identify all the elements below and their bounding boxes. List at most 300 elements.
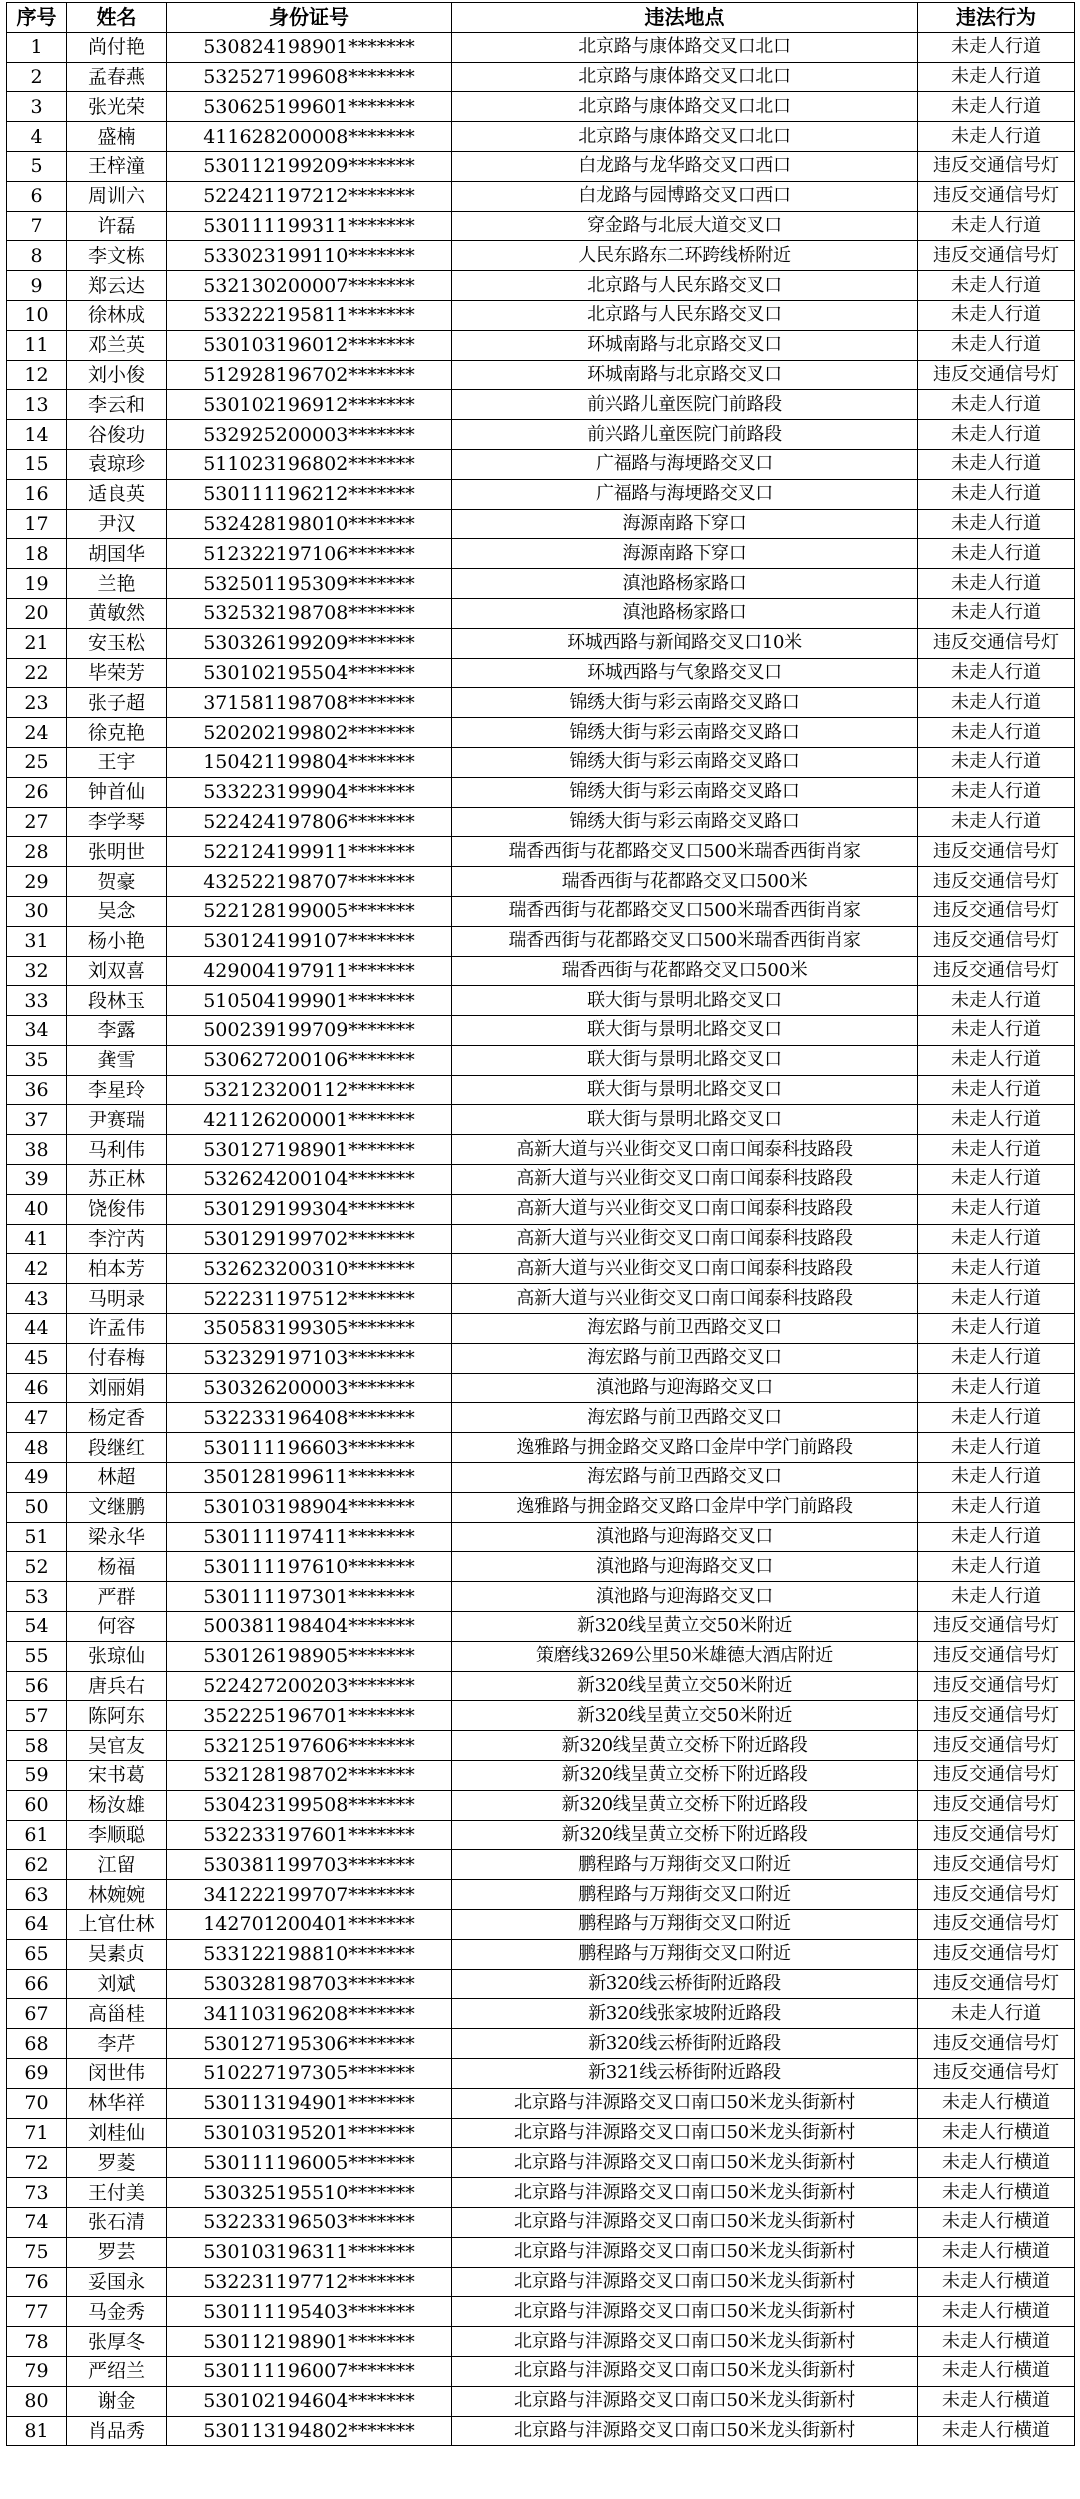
cell-id-number: 350583199305******* bbox=[167, 1314, 452, 1344]
cell-id-number: 142701200401******* bbox=[167, 1910, 452, 1940]
table-row bbox=[7, 2267, 1075, 2297]
table-row bbox=[7, 509, 1075, 539]
cell-location: 鹏程路与万翔街交叉口附近 bbox=[452, 1939, 918, 1969]
cell-name: 张子超 bbox=[67, 688, 167, 718]
header-id-number: 身份证号 bbox=[167, 3, 452, 33]
cell-location: 锦绣大街与彩云南路交叉路口 bbox=[452, 747, 918, 777]
table-row bbox=[7, 1433, 1075, 1463]
cell-name: 闵世伟 bbox=[67, 2058, 167, 2088]
cell-location: 高新大道与兴业街交叉口南口闻泰科技路段 bbox=[452, 1224, 918, 1254]
table-row bbox=[7, 1194, 1075, 1224]
cell-serial-number: 74 bbox=[7, 2207, 67, 2237]
table-row bbox=[7, 1075, 1075, 1105]
cell-location: 北京路与康体路交叉口北口 bbox=[452, 32, 918, 62]
cell-violation: 违反交通信号灯 bbox=[918, 1761, 1075, 1791]
cell-name: 孟春燕 bbox=[67, 62, 167, 92]
cell-location: 高新大道与兴业街交叉口南口闻泰科技路段 bbox=[452, 1284, 918, 1314]
cell-location: 北京路与康体路交叉口北口 bbox=[452, 92, 918, 122]
cell-id-number: 530127198901******* bbox=[167, 1135, 452, 1165]
header-name: 姓名 bbox=[67, 3, 167, 33]
cell-serial-number: 30 bbox=[7, 896, 67, 926]
cell-location: 北京路与沣源路交叉口南口50米龙头街新村 bbox=[452, 2237, 918, 2267]
table-row bbox=[7, 1701, 1075, 1731]
cell-violation: 未走人行道 bbox=[918, 1522, 1075, 1552]
cell-name: 林婉婉 bbox=[67, 1880, 167, 1910]
cell-location: 海宏路与前卫西路交叉口 bbox=[452, 1403, 918, 1433]
cell-name: 陈阿东 bbox=[67, 1701, 167, 1731]
cell-id-number: 530326199209******* bbox=[167, 628, 452, 658]
cell-name: 严绍兰 bbox=[67, 2356, 167, 2386]
cell-id-number: 530129199702******* bbox=[167, 1224, 452, 1254]
cell-serial-number: 10 bbox=[7, 300, 67, 330]
cell-id-number: 530112198901******* bbox=[167, 2327, 452, 2357]
cell-serial-number: 21 bbox=[7, 628, 67, 658]
cell-violation: 违反交通信号灯 bbox=[918, 1880, 1075, 1910]
cell-location: 锦绣大街与彩云南路交叉路口 bbox=[452, 718, 918, 748]
cell-id-number: 341103196208******* bbox=[167, 1999, 452, 2029]
cell-name: 文继鹏 bbox=[67, 1492, 167, 1522]
cell-serial-number: 17 bbox=[7, 509, 67, 539]
table-row bbox=[7, 62, 1075, 92]
cell-violation: 未走人行道 bbox=[918, 300, 1075, 330]
cell-serial-number: 7 bbox=[7, 211, 67, 241]
cell-id-number: 532428198010******* bbox=[167, 509, 452, 539]
cell-name: 黄敏然 bbox=[67, 598, 167, 628]
cell-serial-number: 46 bbox=[7, 1373, 67, 1403]
cell-violation: 未走人行道 bbox=[918, 32, 1075, 62]
table-row bbox=[7, 2207, 1075, 2237]
cell-name: 罗芸 bbox=[67, 2237, 167, 2267]
cell-serial-number: 77 bbox=[7, 2297, 67, 2327]
table-row bbox=[7, 2029, 1075, 2059]
table-row bbox=[7, 390, 1075, 420]
cell-location: 滇池路与迎海路交叉口 bbox=[452, 1373, 918, 1403]
cell-violation: 未走人行道 bbox=[918, 1045, 1075, 1075]
cell-location: 滇池路杨家路口 bbox=[452, 598, 918, 628]
cell-name: 李露 bbox=[67, 1016, 167, 1046]
cell-location: 广福路与海埂路交叉口 bbox=[452, 449, 918, 479]
cell-serial-number: 42 bbox=[7, 1254, 67, 1284]
cell-location: 新320线云桥街附近路段 bbox=[452, 2029, 918, 2059]
cell-violation: 未走人行道 bbox=[918, 747, 1075, 777]
cell-id-number: 530103195201******* bbox=[167, 2118, 452, 2148]
cell-location: 北京路与人民东路交叉口 bbox=[452, 271, 918, 301]
cell-name: 吴念 bbox=[67, 896, 167, 926]
cell-location: 北京路与沣源路交叉口南口50米龙头街新村 bbox=[452, 2207, 918, 2237]
cell-id-number: 510504199901******* bbox=[167, 986, 452, 1016]
cell-location: 新320线呈黄立交桥下附近路段 bbox=[452, 1761, 918, 1791]
cell-serial-number: 26 bbox=[7, 777, 67, 807]
cell-violation: 未走人行道 bbox=[918, 92, 1075, 122]
cell-location: 北京路与沣源路交叉口南口50米龙头街新村 bbox=[452, 2356, 918, 2386]
cell-name: 苏正林 bbox=[67, 1165, 167, 1195]
cell-location: 环城西路与气象路交叉口 bbox=[452, 658, 918, 688]
table-row bbox=[7, 867, 1075, 897]
cell-violation: 未走人行道 bbox=[918, 986, 1075, 1016]
cell-id-number: 532925200003******* bbox=[167, 420, 452, 450]
cell-violation: 违反交通信号灯 bbox=[918, 926, 1075, 956]
cell-location: 滇池路与迎海路交叉口 bbox=[452, 1552, 918, 1582]
cell-name: 马金秀 bbox=[67, 2297, 167, 2327]
cell-serial-number: 51 bbox=[7, 1522, 67, 1552]
cell-name: 张琼仙 bbox=[67, 1641, 167, 1671]
cell-violation: 未走人行道 bbox=[918, 1403, 1075, 1433]
cell-name: 王梓潼 bbox=[67, 151, 167, 181]
cell-violation: 未走人行道 bbox=[918, 1165, 1075, 1195]
cell-location: 前兴路儿童医院门前路段 bbox=[452, 420, 918, 450]
cell-id-number: 530113194901******* bbox=[167, 2088, 452, 2118]
cell-name: 张光荣 bbox=[67, 92, 167, 122]
cell-name: 张石清 bbox=[67, 2207, 167, 2237]
cell-id-number: 530103196311******* bbox=[167, 2237, 452, 2267]
cell-violation: 未走人行道 bbox=[918, 1552, 1075, 1582]
cell-location: 新320线云桥街附近路段 bbox=[452, 1969, 918, 1999]
cell-serial-number: 72 bbox=[7, 2148, 67, 2178]
cell-name: 高甾桂 bbox=[67, 1999, 167, 2029]
cell-location: 瑞香西街与花都路交叉口500米瑞香西街肖家 bbox=[452, 837, 918, 867]
cell-id-number: 532233196503******* bbox=[167, 2207, 452, 2237]
cell-serial-number: 47 bbox=[7, 1403, 67, 1433]
cell-id-number: 532233197601******* bbox=[167, 1820, 452, 1850]
cell-id-number: 530102194604******* bbox=[167, 2386, 452, 2416]
cell-name: 兰艳 bbox=[67, 569, 167, 599]
cell-violation: 违反交通信号灯 bbox=[918, 1612, 1075, 1642]
cell-name: 毕荣芳 bbox=[67, 658, 167, 688]
cell-serial-number: 59 bbox=[7, 1761, 67, 1791]
cell-serial-number: 28 bbox=[7, 837, 67, 867]
cell-name: 龚雪 bbox=[67, 1045, 167, 1075]
cell-violation: 未走人行道 bbox=[918, 62, 1075, 92]
cell-violation: 未走人行道 bbox=[918, 1999, 1075, 2029]
cell-violation: 未走人行道 bbox=[918, 1582, 1075, 1612]
cell-id-number: 530381199703******* bbox=[167, 1850, 452, 1880]
cell-id-number: 532532198708******* bbox=[167, 598, 452, 628]
cell-serial-number: 64 bbox=[7, 1910, 67, 1940]
table-row bbox=[7, 1314, 1075, 1344]
table-row bbox=[7, 1790, 1075, 1820]
cell-location: 海源南路下穿口 bbox=[452, 509, 918, 539]
cell-serial-number: 15 bbox=[7, 449, 67, 479]
cell-serial-number: 22 bbox=[7, 658, 67, 688]
cell-id-number: 532125197606******* bbox=[167, 1731, 452, 1761]
table-row bbox=[7, 181, 1075, 211]
cell-name: 尹赛瑞 bbox=[67, 1105, 167, 1135]
cell-name: 柏本芳 bbox=[67, 1254, 167, 1284]
table-row bbox=[7, 1880, 1075, 1910]
cell-location: 滇池路杨家路口 bbox=[452, 569, 918, 599]
cell-violation: 违反交通信号灯 bbox=[918, 241, 1075, 271]
cell-violation: 未走人行横道 bbox=[918, 2416, 1075, 2446]
cell-violation: 未走人行横道 bbox=[918, 2356, 1075, 2386]
table-row bbox=[7, 1522, 1075, 1552]
cell-name: 李星玲 bbox=[67, 1075, 167, 1105]
cell-serial-number: 79 bbox=[7, 2356, 67, 2386]
cell-location: 高新大道与兴业街交叉口南口闻泰科技路段 bbox=[452, 1165, 918, 1195]
cell-violation: 未走人行横道 bbox=[918, 2386, 1075, 2416]
table-row bbox=[7, 271, 1075, 301]
cell-serial-number: 8 bbox=[7, 241, 67, 271]
cell-location: 白龙路与龙华路交叉口西口 bbox=[452, 151, 918, 181]
cell-violation: 未走人行道 bbox=[918, 1463, 1075, 1493]
cell-name: 段继红 bbox=[67, 1433, 167, 1463]
cell-location: 滇池路与迎海路交叉口 bbox=[452, 1582, 918, 1612]
cell-location: 北京路与沣源路交叉口南口50米龙头街新村 bbox=[452, 2297, 918, 2327]
cell-name: 杨汝雄 bbox=[67, 1790, 167, 1820]
cell-serial-number: 14 bbox=[7, 420, 67, 450]
cell-location: 环城南路与北京路交叉口 bbox=[452, 330, 918, 360]
cell-name: 适良英 bbox=[67, 479, 167, 509]
cell-violation: 违反交通信号灯 bbox=[918, 1820, 1075, 1850]
table-row bbox=[7, 956, 1075, 986]
cell-serial-number: 48 bbox=[7, 1433, 67, 1463]
cell-violation: 未走人行道 bbox=[918, 1373, 1075, 1403]
cell-name: 李顺聪 bbox=[67, 1820, 167, 1850]
cell-serial-number: 70 bbox=[7, 2088, 67, 2118]
cell-location: 联大街与景明北路交叉口 bbox=[452, 1075, 918, 1105]
cell-id-number: 530111199311******* bbox=[167, 211, 452, 241]
cell-serial-number: 37 bbox=[7, 1105, 67, 1135]
cell-name: 饶俊伟 bbox=[67, 1194, 167, 1224]
cell-violation: 未走人行横道 bbox=[918, 2178, 1075, 2208]
cell-id-number: 352225196701******* bbox=[167, 1701, 452, 1731]
cell-name: 谷俊功 bbox=[67, 420, 167, 450]
table-row bbox=[7, 2416, 1075, 2446]
table-row bbox=[7, 2058, 1075, 2088]
cell-violation: 违反交通信号灯 bbox=[918, 896, 1075, 926]
cell-location: 高新大道与兴业街交叉口南口闻泰科技路段 bbox=[452, 1135, 918, 1165]
cell-violation: 未走人行道 bbox=[918, 807, 1075, 837]
cell-name: 许孟伟 bbox=[67, 1314, 167, 1344]
table-row bbox=[7, 837, 1075, 867]
cell-id-number: 530328198703******* bbox=[167, 1969, 452, 1999]
cell-serial-number: 44 bbox=[7, 1314, 67, 1344]
cell-id-number: 341222199707******* bbox=[167, 1880, 452, 1910]
cell-violation: 未走人行道 bbox=[918, 330, 1075, 360]
cell-violation: 违反交通信号灯 bbox=[918, 1939, 1075, 1969]
cell-id-number: 530111196007******* bbox=[167, 2356, 452, 2386]
cell-serial-number: 18 bbox=[7, 539, 67, 569]
cell-name: 马明录 bbox=[67, 1284, 167, 1314]
cell-name: 刘双喜 bbox=[67, 956, 167, 986]
cell-serial-number: 19 bbox=[7, 569, 67, 599]
cell-name: 马利伟 bbox=[67, 1135, 167, 1165]
cell-serial-number: 33 bbox=[7, 986, 67, 1016]
cell-id-number: 532233196408******* bbox=[167, 1403, 452, 1433]
cell-serial-number: 32 bbox=[7, 956, 67, 986]
cell-name: 刘桂仙 bbox=[67, 2118, 167, 2148]
table-row bbox=[7, 1403, 1075, 1433]
cell-serial-number: 24 bbox=[7, 718, 67, 748]
cell-serial-number: 41 bbox=[7, 1224, 67, 1254]
cell-id-number: 350128199611******* bbox=[167, 1463, 452, 1493]
cell-violation: 违反交通信号灯 bbox=[918, 1910, 1075, 1940]
table-row bbox=[7, 747, 1075, 777]
cell-id-number: 532329197103******* bbox=[167, 1343, 452, 1373]
cell-name: 尹汉 bbox=[67, 509, 167, 539]
cell-location: 北京路与沣源路交叉口南口50米龙头街新村 bbox=[452, 2327, 918, 2357]
cell-violation: 未走人行道 bbox=[918, 1075, 1075, 1105]
table-row bbox=[7, 1343, 1075, 1373]
table-row bbox=[7, 449, 1075, 479]
cell-id-number: 530625199601******* bbox=[167, 92, 452, 122]
cell-location: 高新大道与兴业街交叉口南口闻泰科技路段 bbox=[452, 1194, 918, 1224]
cell-serial-number: 6 bbox=[7, 181, 67, 211]
cell-name: 杨福 bbox=[67, 1552, 167, 1582]
cell-serial-number: 20 bbox=[7, 598, 67, 628]
cell-location: 新320线呈黄立交50米附近 bbox=[452, 1612, 918, 1642]
cell-id-number: 522427200203******* bbox=[167, 1671, 452, 1701]
table-row bbox=[7, 569, 1075, 599]
cell-name: 杨定香 bbox=[67, 1403, 167, 1433]
table-row bbox=[7, 539, 1075, 569]
cell-name: 安玉松 bbox=[67, 628, 167, 658]
table-row bbox=[7, 777, 1075, 807]
cell-violation: 未走人行道 bbox=[918, 1254, 1075, 1284]
cell-location: 锦绣大街与彩云南路交叉路口 bbox=[452, 688, 918, 718]
cell-serial-number: 67 bbox=[7, 1999, 67, 2029]
cell-violation: 未走人行道 bbox=[918, 1433, 1075, 1463]
cell-violation: 违反交通信号灯 bbox=[918, 1641, 1075, 1671]
cell-serial-number: 13 bbox=[7, 390, 67, 420]
cell-id-number: 522124199911******* bbox=[167, 837, 452, 867]
cell-violation: 未走人行道 bbox=[918, 1224, 1075, 1254]
cell-violation: 违反交通信号灯 bbox=[918, 1731, 1075, 1761]
cell-location: 新320线呈黄立交桥下附近路段 bbox=[452, 1731, 918, 1761]
cell-violation: 违反交通信号灯 bbox=[918, 837, 1075, 867]
cell-id-number: 530111197301******* bbox=[167, 1582, 452, 1612]
cell-name: 肖品秀 bbox=[67, 2416, 167, 2446]
cell-serial-number: 75 bbox=[7, 2237, 67, 2267]
cell-name: 刘丽娟 bbox=[67, 1373, 167, 1403]
table-row bbox=[7, 2386, 1075, 2416]
cell-name: 张明世 bbox=[67, 837, 167, 867]
table-header bbox=[7, 3, 1075, 33]
cell-violation: 违反交通信号灯 bbox=[918, 1701, 1075, 1731]
table-row bbox=[7, 1999, 1075, 2029]
table-row bbox=[7, 92, 1075, 122]
cell-name: 徐克艳 bbox=[67, 718, 167, 748]
cell-name: 许磊 bbox=[67, 211, 167, 241]
table-row bbox=[7, 360, 1075, 390]
table-row bbox=[7, 1969, 1075, 1999]
table-row bbox=[7, 1671, 1075, 1701]
cell-location: 联大街与景明北路交叉口 bbox=[452, 1016, 918, 1046]
cell-id-number: 533122198810******* bbox=[167, 1939, 452, 1969]
cell-location: 逸雅路与拥金路交叉路口金岸中学门前路段 bbox=[452, 1433, 918, 1463]
cell-violation: 未走人行道 bbox=[918, 539, 1075, 569]
cell-id-number: 500239199709******* bbox=[167, 1016, 452, 1046]
cell-name: 周训六 bbox=[67, 181, 167, 211]
table-row bbox=[7, 1254, 1075, 1284]
table-row bbox=[7, 2237, 1075, 2267]
cell-id-number: 432522198707******* bbox=[167, 867, 452, 897]
header-serial-number: 序号 bbox=[7, 3, 67, 33]
table-row bbox=[7, 1939, 1075, 1969]
table-row bbox=[7, 1045, 1075, 1075]
table-row bbox=[7, 1641, 1075, 1671]
cell-location: 高新大道与兴业街交叉口南口闻泰科技路段 bbox=[452, 1254, 918, 1284]
cell-location: 新320线呈黄立交50米附近 bbox=[452, 1671, 918, 1701]
cell-id-number: 532231197712******* bbox=[167, 2267, 452, 2297]
cell-id-number: 411628200008******* bbox=[167, 122, 452, 152]
table-row bbox=[7, 1284, 1075, 1314]
cell-name: 胡国华 bbox=[67, 539, 167, 569]
cell-id-number: 520202199802******* bbox=[167, 718, 452, 748]
cell-id-number: 530326200003******* bbox=[167, 1373, 452, 1403]
cell-violation: 未走人行道 bbox=[918, 598, 1075, 628]
cell-id-number: 533023199110******* bbox=[167, 241, 452, 271]
cell-serial-number: 57 bbox=[7, 1701, 67, 1731]
header-violation: 违法行为 bbox=[918, 3, 1075, 33]
table-row bbox=[7, 1165, 1075, 1195]
cell-name: 盛楠 bbox=[67, 122, 167, 152]
cell-location: 逸雅路与拥金路交叉路口金岸中学门前路段 bbox=[452, 1492, 918, 1522]
cell-serial-number: 31 bbox=[7, 926, 67, 956]
table-row bbox=[7, 420, 1075, 450]
cell-id-number: 511023196802******* bbox=[167, 449, 452, 479]
cell-name: 杨小艳 bbox=[67, 926, 167, 956]
cell-serial-number: 50 bbox=[7, 1492, 67, 1522]
cell-violation: 违反交通信号灯 bbox=[918, 2058, 1075, 2088]
table-row bbox=[7, 658, 1075, 688]
cell-id-number: 530824198901******* bbox=[167, 32, 452, 62]
cell-violation: 未走人行横道 bbox=[918, 2237, 1075, 2267]
cell-id-number: 532128198702******* bbox=[167, 1761, 452, 1791]
table-row bbox=[7, 151, 1075, 181]
table-row bbox=[7, 1224, 1075, 1254]
cell-location: 环城西路与新闻路交叉口10米 bbox=[452, 628, 918, 658]
table-row bbox=[7, 479, 1075, 509]
cell-id-number: 510227197305******* bbox=[167, 2058, 452, 2088]
cell-location: 锦绣大街与彩云南路交叉路口 bbox=[452, 777, 918, 807]
cell-name: 李云和 bbox=[67, 390, 167, 420]
cell-id-number: 532623200310******* bbox=[167, 1254, 452, 1284]
cell-location: 环城南路与北京路交叉口 bbox=[452, 360, 918, 390]
cell-location: 新320线张家坡附近路段 bbox=[452, 1999, 918, 2029]
cell-location: 新320线呈黄立交50米附近 bbox=[452, 1701, 918, 1731]
cell-name: 谢金 bbox=[67, 2386, 167, 2416]
cell-id-number: 530124199107******* bbox=[167, 926, 452, 956]
cell-location: 北京路与沣源路交叉口南口50米龙头街新村 bbox=[452, 2416, 918, 2446]
cell-name: 吴官友 bbox=[67, 1731, 167, 1761]
cell-id-number: 530423199508******* bbox=[167, 1790, 452, 1820]
cell-serial-number: 69 bbox=[7, 2058, 67, 2088]
cell-name: 梁永华 bbox=[67, 1522, 167, 1552]
cell-violation: 未走人行道 bbox=[918, 1492, 1075, 1522]
cell-serial-number: 25 bbox=[7, 747, 67, 777]
cell-location: 白龙路与园博路交叉口西口 bbox=[452, 181, 918, 211]
cell-location: 滇池路与迎海路交叉口 bbox=[452, 1522, 918, 1552]
table-row bbox=[7, 2356, 1075, 2386]
cell-id-number: 530112199209******* bbox=[167, 151, 452, 181]
cell-serial-number: 49 bbox=[7, 1463, 67, 1493]
cell-violation: 未走人行道 bbox=[918, 1343, 1075, 1373]
cell-id-number: 150421199804******* bbox=[167, 747, 452, 777]
cell-location: 穿金路与北辰大道交叉口 bbox=[452, 211, 918, 241]
cell-serial-number: 66 bbox=[7, 1969, 67, 1999]
cell-serial-number: 53 bbox=[7, 1582, 67, 1612]
cell-location: 前兴路儿童医院门前路段 bbox=[452, 390, 918, 420]
cell-name: 袁琼珍 bbox=[67, 449, 167, 479]
table-row bbox=[7, 1463, 1075, 1493]
cell-id-number: 530325195510******* bbox=[167, 2178, 452, 2208]
cell-id-number: 532501195309******* bbox=[167, 569, 452, 599]
cell-violation: 未走人行道 bbox=[918, 390, 1075, 420]
cell-id-number: 530627200106******* bbox=[167, 1045, 452, 1075]
table-row bbox=[7, 300, 1075, 330]
cell-id-number: 522421197212******* bbox=[167, 181, 452, 211]
cell-violation: 未走人行道 bbox=[918, 777, 1075, 807]
